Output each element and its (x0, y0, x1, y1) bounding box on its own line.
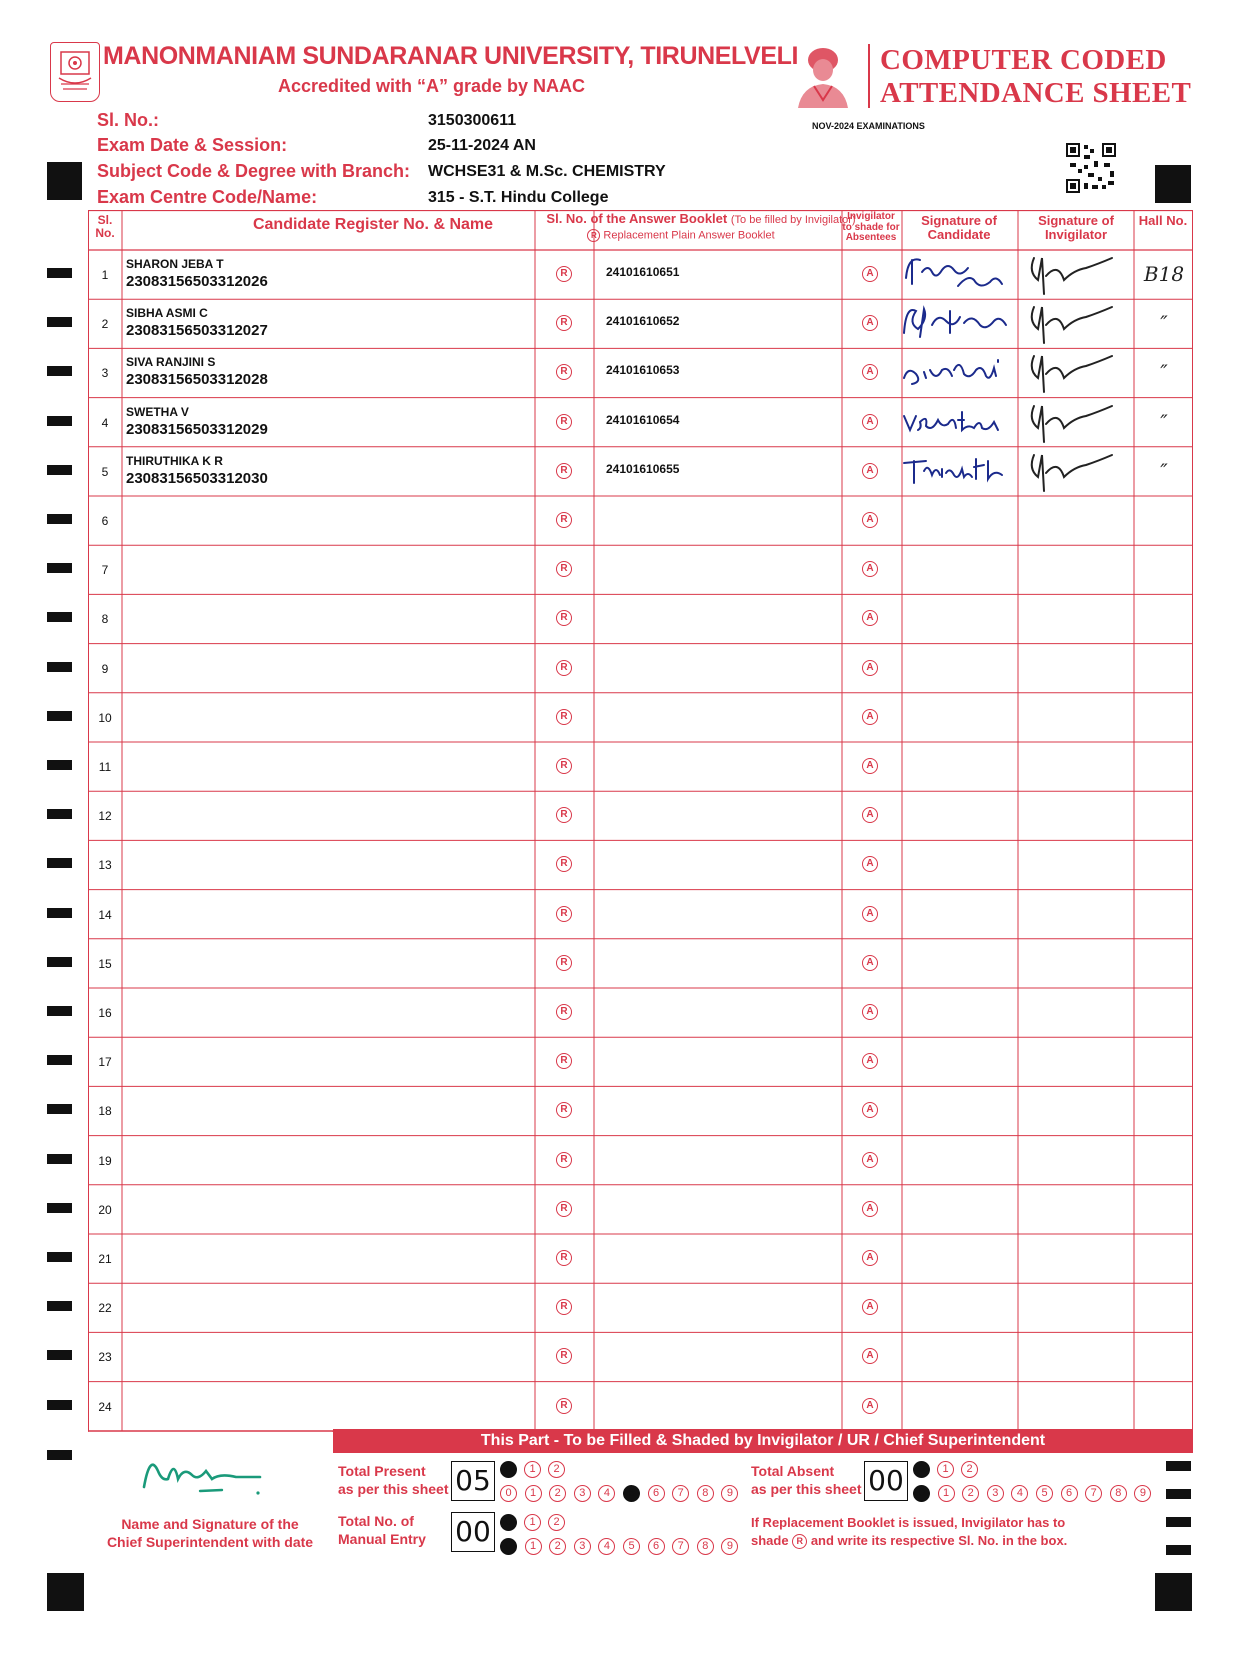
units-digit-bubble[interactable]: 6 (648, 1485, 665, 1502)
table-row (88, 1136, 1193, 1185)
chief-superintendent-label: Name and Signature of the Chief Superintendent with date (106, 1516, 314, 1550)
answer-booklet-no[interactable]: 24101610653 (606, 363, 680, 378)
replacement-bubble[interactable]: R (556, 1201, 572, 1217)
tens-digit-bubble[interactable]: 0 (913, 1461, 930, 1478)
sheet-title: COMPUTER CODED ATTENDANCE SHEET (880, 44, 1192, 109)
candidate-register-no: 23083156503312027 (126, 322, 268, 340)
units-digit-bubble[interactable]: 5 (623, 1538, 640, 1555)
absentee-bubble[interactable]: A (862, 512, 878, 528)
absentee-bubble[interactable]: A (862, 906, 878, 922)
table-row (88, 890, 1193, 939)
absentee-bubble[interactable]: A (862, 1398, 878, 1414)
header-booklet: Sl. No. of the Answer Booklet (To be filled by Invigilator) (546, 211, 856, 226)
absentee-bubble[interactable]: A (862, 1053, 878, 1069)
timing-mark (47, 268, 72, 278)
replacement-bubble[interactable]: R (556, 758, 572, 774)
units-digit-bubble[interactable]: 5 (623, 1485, 640, 1502)
timing-mark (47, 809, 72, 819)
subject-label: Subject Code & Degree with Branch: (97, 161, 411, 181)
absentee-bubble[interactable]: A (862, 561, 878, 577)
absentee-bubble[interactable]: A (862, 1348, 878, 1364)
table-row (88, 496, 1193, 545)
table-row (88, 594, 1193, 643)
absentee-bubble[interactable]: A (862, 1102, 878, 1118)
answer-booklet-no[interactable]: 24101610655 (606, 461, 680, 476)
absentee-bubble[interactable]: A (862, 610, 878, 626)
replacement-bubble[interactable]: R (556, 1348, 572, 1364)
timing-mark (47, 416, 72, 426)
timing-mark (47, 1450, 72, 1460)
timing-mark (47, 1301, 72, 1311)
units-digit-bubble[interactable]: 1 (525, 1538, 542, 1555)
table-row (88, 644, 1193, 693)
row-number: 18 (98, 1104, 112, 1119)
units-digit-bubble[interactable]: 0 (500, 1485, 517, 1502)
candidate-name: SWETHA V (126, 404, 189, 419)
timing-mark (47, 1252, 72, 1262)
candidate-signature (898, 299, 1016, 347)
timing-mark (47, 957, 72, 967)
row-number: 17 (98, 1055, 112, 1070)
timing-mark (47, 760, 72, 770)
table-row (88, 693, 1193, 742)
replacement-bubble[interactable]: R (556, 1250, 572, 1266)
total-absent-label: Total Absent as per this sheet (751, 1463, 862, 1497)
absentee-bubble[interactable]: A (862, 463, 878, 479)
timing-mark (1166, 1489, 1191, 1499)
timing-mark (47, 1350, 72, 1360)
replacement-bubble[interactable]: R (556, 610, 572, 626)
row-number: 19 (98, 1153, 112, 1168)
timing-mark (47, 1203, 72, 1213)
units-digit-bubble[interactable]: 3 (987, 1485, 1004, 1502)
units-digit-bubble[interactable]: 8 (697, 1538, 714, 1555)
invigilator-signature (1024, 447, 1124, 495)
invigilator-signature (1024, 299, 1124, 347)
replacement-bubble[interactable]: R (556, 463, 572, 479)
timing-mark (47, 1104, 72, 1114)
units-digit-bubble[interactable]: 8 (1110, 1485, 1127, 1502)
header-sig-invigilator: Signature of Invigilator (1038, 213, 1114, 242)
table-row (88, 988, 1193, 1037)
row-number: 12 (98, 809, 112, 824)
header-divider (868, 44, 870, 108)
row-number: 11 (98, 760, 112, 774)
answer-booklet-no[interactable]: 24101610654 (606, 412, 680, 427)
units-digit-bubble[interactable]: 5 (1036, 1485, 1053, 1502)
candidate-signature (898, 348, 1016, 396)
manual-entry-box[interactable]: 00 (451, 1512, 495, 1552)
answer-booklet-no[interactable]: 24101610651 (606, 265, 680, 279)
candidate-register-no: 23083156503312028 (126, 371, 268, 389)
header-booklet-sub: R Replacement Plain Answer Booklet (536, 229, 826, 242)
accreditation-text: Accredited with “A” grade by NAAC (278, 76, 586, 96)
absentee-bubble[interactable]: A (862, 414, 878, 430)
table-row (88, 1037, 1193, 1086)
row-number: 10 (98, 710, 112, 725)
units-digit-bubble[interactable]: 9 (721, 1538, 738, 1555)
candidate-name: SIBHA ASMI C (126, 306, 208, 321)
absentee-bubble[interactable]: A (862, 266, 878, 282)
row-number: 2 (101, 317, 109, 332)
timing-mark (47, 465, 72, 475)
sl-no-label: Sl. No.: (97, 110, 159, 130)
tens-digit-bubble[interactable]: 1 (524, 1461, 541, 1478)
table-row (88, 1234, 1193, 1283)
replacement-bubble[interactable]: R (556, 1102, 572, 1118)
row-number: 7 (101, 563, 109, 578)
timing-mark (47, 1154, 72, 1164)
qr-code (1066, 143, 1116, 193)
timing-mark (47, 711, 72, 721)
exam-date-label: Exam Date & Session: (97, 135, 288, 155)
table-row (88, 1332, 1193, 1381)
timing-mark (1166, 1461, 1191, 1471)
table-row (88, 1086, 1193, 1135)
tens-digit-bubble[interactable]: 1 (524, 1514, 541, 1531)
candidate-register-no: 23083156503312030 (126, 469, 268, 487)
absentee-bubble[interactable]: A (862, 1004, 878, 1020)
corner-mark (1155, 1573, 1192, 1611)
replacement-bubble[interactable]: R (556, 1004, 572, 1020)
subject-value: WCHSE31 & M.Sc. CHEMISTRY (428, 163, 666, 180)
row-number: 4 (101, 415, 109, 430)
hall-number[interactable]: ″ (1160, 409, 1168, 434)
university-name: MANONMANIAM SUNDARANAR UNIVERSITY, TIRUNELVELI (103, 42, 799, 70)
tens-digit-bubble[interactable]: 2 (548, 1514, 565, 1531)
row-number: 14 (98, 907, 112, 922)
units-digit-bubble[interactable]: 4 (598, 1485, 615, 1502)
replacement-bubble[interactable]: R (556, 1152, 572, 1168)
replacement-bubble[interactable]: R (556, 660, 572, 676)
units-digit-bubble[interactable]: 9 (1134, 1485, 1151, 1502)
hall-number[interactable]: ″ (1160, 360, 1168, 385)
row-number: 23 (98, 1350, 112, 1365)
replacement-bubble[interactable]: R (556, 512, 572, 528)
units-digit-bubble[interactable]: 6 (648, 1538, 665, 1555)
header-candidate: Candidate Register No. & Name (252, 216, 494, 233)
timing-mark (47, 514, 72, 524)
header-hall-no: Hall No. (1138, 213, 1188, 228)
tens-digit-bubble[interactable]: 1 (937, 1461, 954, 1478)
units-digit-bubble[interactable]: 2 (549, 1538, 566, 1555)
replacement-bubble[interactable]: R (556, 1299, 572, 1315)
total-present-box[interactable]: 05 (451, 1461, 495, 1501)
row-number: 20 (98, 1202, 112, 1217)
table-row (88, 939, 1193, 988)
sl-no-value: 3150300611 (428, 112, 517, 129)
timing-mark (47, 1006, 72, 1016)
timing-mark (47, 317, 72, 327)
replacement-bubble[interactable]: R (556, 906, 572, 922)
centre-value: 315 - S.T. Hindu College (428, 189, 609, 206)
centre-label: Exam Centre Code/Name: (97, 187, 318, 207)
timing-mark (47, 1400, 72, 1410)
absentee-bubble[interactable]: A (862, 1250, 878, 1266)
candidate-register-no: 23083156503312029 (126, 420, 268, 438)
candidate-name: THIRUTHIKA K R (126, 453, 223, 468)
timing-mark (1166, 1545, 1191, 1555)
university-logo (50, 42, 100, 102)
row-number: 21 (98, 1252, 112, 1266)
total-absent-box[interactable]: 00 (864, 1461, 908, 1501)
replacement-bubble[interactable]: R (556, 1398, 572, 1414)
row-number: 15 (98, 956, 112, 971)
candidate-signature (898, 398, 1016, 446)
footer-banner: This Part - To be Filled & Shaded by Invigilator / UR / Chief Superintendent (333, 1429, 1193, 1453)
replacement-bubble[interactable]: R (556, 807, 572, 823)
tens-digit-bubble[interactable]: 0 (500, 1461, 517, 1478)
units-digit-bubble[interactable]: 1 (938, 1485, 955, 1502)
row-number: 9 (101, 661, 109, 676)
absentee-bubble[interactable]: A (862, 315, 878, 331)
invigilator-signature (1024, 398, 1124, 446)
absentee-bubble[interactable]: A (862, 1299, 878, 1315)
timing-mark (47, 366, 72, 376)
absentee-bubble[interactable]: A (862, 758, 878, 774)
hall-number[interactable]: ″ (1160, 311, 1168, 336)
candidate-name: SHARON JEBA T (126, 257, 224, 271)
replacement-bubble[interactable]: R (556, 414, 572, 430)
units-digit-bubble[interactable]: 4 (598, 1538, 615, 1555)
absentee-bubble[interactable]: A (862, 709, 878, 725)
replacement-bubble[interactable]: R (556, 856, 572, 872)
units-digit-bubble[interactable]: 3 (574, 1538, 591, 1555)
tens-digit-bubble[interactable]: 2 (548, 1461, 565, 1478)
timing-mark (1166, 1517, 1191, 1527)
units-digit-bubble[interactable]: 0 (913, 1485, 930, 1502)
units-digit-bubble[interactable]: 7 (672, 1485, 689, 1502)
timing-mark (47, 612, 72, 622)
founder-portrait (792, 42, 854, 108)
units-digit-bubble[interactable]: 2 (549, 1485, 566, 1502)
units-digit-bubble[interactable]: 9 (721, 1485, 738, 1502)
units-digit-bubble[interactable]: 8 (697, 1485, 714, 1502)
absentee-bubble[interactable]: A (862, 660, 878, 676)
units-digit-bubble[interactable]: 3 (574, 1485, 591, 1502)
row-number: 16 (98, 1006, 112, 1020)
replacement-note: If Replacement Booklet is issued, Invigilator has to shade R and write its respective Sl. No. in the box. (751, 1515, 1068, 1548)
row-number: 1 (101, 268, 109, 282)
table-row (88, 1283, 1193, 1332)
candidate-register-no: 23083156503312026 (126, 273, 268, 290)
hall-number[interactable]: B18 (1143, 262, 1185, 286)
row-number: 13 (98, 858, 112, 873)
table-row (88, 1185, 1193, 1234)
exam-date-value: 25-11-2024 AN (428, 137, 536, 154)
table-row (88, 545, 1193, 594)
table-row (88, 1382, 1193, 1431)
replacement-bubble[interactable]: R (556, 1053, 572, 1069)
candidate-signature (898, 447, 1016, 495)
row-number: 24 (98, 1399, 112, 1414)
timing-mark (47, 662, 72, 672)
exam-tag: NOV-2024 EXAMINATIONS (812, 121, 925, 131)
absentee-bubble[interactable]: A (862, 955, 878, 971)
corner-mark (1155, 165, 1191, 203)
replacement-bubble[interactable]: R (556, 315, 572, 331)
row-number: 22 (98, 1301, 112, 1316)
invigilator-signature (1024, 348, 1124, 396)
row-number: 5 (101, 464, 109, 479)
units-digit-bubble[interactable]: 1 (525, 1485, 542, 1502)
replacement-bubble-icon: R (587, 229, 600, 242)
absentee-bubble[interactable]: A (862, 856, 878, 872)
invigilator-signature (1024, 250, 1124, 298)
units-digit-bubble[interactable]: 0 (500, 1538, 517, 1555)
replacement-bubble[interactable]: R (556, 955, 572, 971)
replacement-bubble[interactable]: R (556, 266, 572, 282)
university-emblem-icon (55, 48, 95, 96)
row-number: 8 (101, 612, 109, 627)
timing-mark (47, 858, 72, 868)
manual-entry-label: Total No. of Manual Entry (338, 1513, 426, 1547)
header-sig-candidate: Signature of Candidate (921, 213, 997, 242)
candidate-signature (898, 250, 1016, 298)
units-digit-bubble[interactable]: 7 (672, 1538, 689, 1555)
replacement-bubble-icon: R (792, 1534, 807, 1549)
chief-superintendent-signature (140, 1445, 270, 1503)
absentee-bubble[interactable]: A (862, 807, 878, 823)
replacement-bubble[interactable]: R (556, 709, 572, 725)
timing-mark (47, 1055, 72, 1065)
table-row (88, 742, 1193, 791)
header-sl-no: Sl. No. (95, 213, 115, 240)
timing-mark (47, 908, 72, 918)
corner-mark (47, 162, 82, 200)
corner-mark (47, 1573, 84, 1611)
tens-digit-bubble[interactable]: 0 (500, 1514, 517, 1531)
hall-number[interactable]: ″ (1160, 458, 1168, 483)
replacement-bubble[interactable]: R (556, 561, 572, 577)
header-invigilator-shade: Invigilator to shade for Absentees (842, 211, 900, 243)
table-row (88, 840, 1193, 889)
table-row (88, 791, 1193, 840)
absentee-bubble[interactable]: A (862, 1152, 878, 1168)
timing-mark (47, 563, 72, 573)
answer-booklet-no[interactable]: 24101610652 (606, 314, 680, 329)
units-digit-bubble[interactable]: 6 (1061, 1485, 1078, 1502)
replacement-bubble[interactable]: R (556, 364, 572, 380)
total-present-label: Total Present as per this sheet (338, 1463, 449, 1497)
row-number: 6 (101, 514, 109, 528)
row-number: 3 (101, 366, 109, 381)
units-digit-bubble[interactable]: 4 (1011, 1485, 1028, 1502)
units-digit-bubble[interactable]: 2 (962, 1485, 979, 1502)
candidate-name: SIVA RANJINI S (126, 355, 216, 370)
absentee-bubble[interactable]: A (862, 1201, 878, 1217)
tens-digit-bubble[interactable]: 2 (961, 1461, 978, 1478)
absentee-bubble[interactable]: A (862, 364, 878, 380)
units-digit-bubble[interactable]: 7 (1085, 1485, 1102, 1502)
